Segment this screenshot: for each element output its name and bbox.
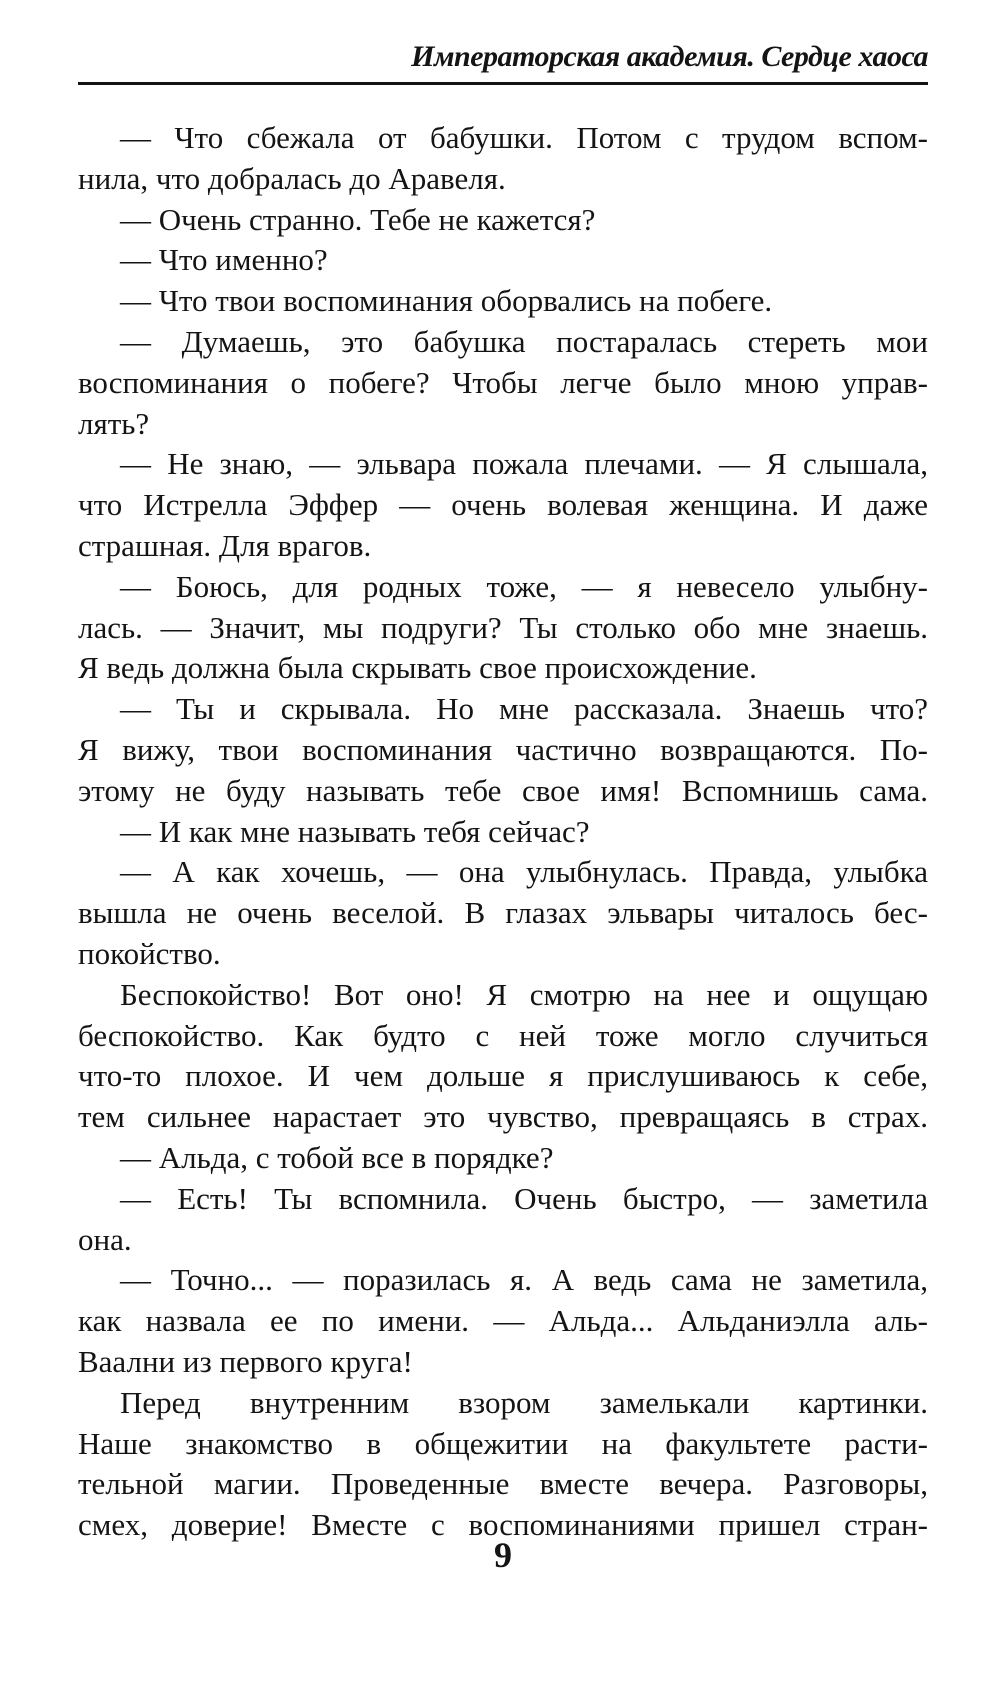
text-line: Перед внутренним взором замелькали картинки. — [120, 1384, 928, 1420]
text-line: Наше знакомство в общежитии на факультете расти- — [78, 1425, 928, 1461]
text-line: — Альда, с тобой все в порядке? — [120, 1139, 554, 1175]
text-line: тем сильнее нарастает это чувство, превращаясь в страх. — [78, 1099, 928, 1135]
text-line: — А как хочешь, — она улыбнулась. Правда, улыбка — [120, 854, 928, 890]
text-line: беспокойство. Как будто с ней тоже могло случиться — [78, 1017, 928, 1053]
text-line: — Точно... — поразилась я. А ведь сама не заметила, — [120, 1262, 928, 1298]
text-line: что-то плохое. И чем дольше я прислушиваюсь к себе, — [78, 1058, 928, 1094]
text-line: тельной магии. Проведенные вместе вечера. Разговоры, — [78, 1466, 928, 1502]
text-line: — Что сбежала от бабушки. Потом с трудом вспом- — [120, 120, 928, 155]
text-line: — Что именно? — [120, 242, 328, 278]
text-line: этому не буду называть тебе свое имя! Вспомнишь сама. — [78, 772, 928, 808]
text-line: что Истрелла Эффер — очень волевая женщина. И даже — [78, 487, 928, 523]
header-rule — [78, 82, 928, 85]
text-line: — Боюсь, для родных тоже, — я невесело улыбну- — [120, 568, 928, 604]
text-line: воспоминания о побеге? Чтобы легче было мною управ- — [78, 364, 928, 400]
text-line: — Не знаю, — эльвара пожала плечами. — Я слышала, — [120, 446, 928, 482]
body-text — [78, 118, 928, 1546]
text-line: страшная. Для врагов. — [78, 527, 372, 563]
text-line: смех, доверие! Вместе с воспоминаниями пришел стран- — [78, 1507, 928, 1543]
text-line: лять? — [78, 405, 150, 441]
text-line: лась. — Значит, мы подруги? Ты столько обо мне знаешь. — [78, 609, 928, 645]
text-line: Ваални из первого круга! — [78, 1343, 413, 1379]
text-line: — Очень странно. Тебе не кажется? — [120, 201, 596, 237]
text-line: — И как мне называть тебя сейчас? — [120, 813, 590, 849]
running-title: Императорская академия. Сердце хаоса — [411, 40, 928, 73]
text-line: вышла не очень веселой. В глазах эльвары читалось бес- — [78, 895, 928, 931]
text-line: Беспокойство! Вот оно! Я смотрю на нее и ощущаю — [120, 976, 928, 1012]
text-line: — Ты и скрывала. Но мне рассказала. Знаешь что? — [120, 691, 928, 727]
text-line: Я ведь должна была скрывать свое происхождение. — [78, 650, 757, 686]
text-line: как назвала ее по имени. — Альда... Альданиэлла аль- — [78, 1303, 928, 1339]
page-number: 9 — [494, 1535, 512, 1575]
text-line: нила, что добралась до Аравеля. — [78, 160, 506, 196]
text-line: — Думаешь, это бабушка постаралась стереть мои — [120, 323, 928, 359]
text-line: покойство. — [78, 935, 221, 971]
text-line: — Что твои воспоминания оборвались на побеге. — [120, 283, 773, 319]
text-line: — Есть! Ты вспомнила. Очень быстро, — заметила — [120, 1180, 928, 1216]
text-line: она. — [78, 1221, 132, 1257]
text-line: Я вижу, твои воспоминания частично возвращаются. По- — [78, 731, 928, 767]
